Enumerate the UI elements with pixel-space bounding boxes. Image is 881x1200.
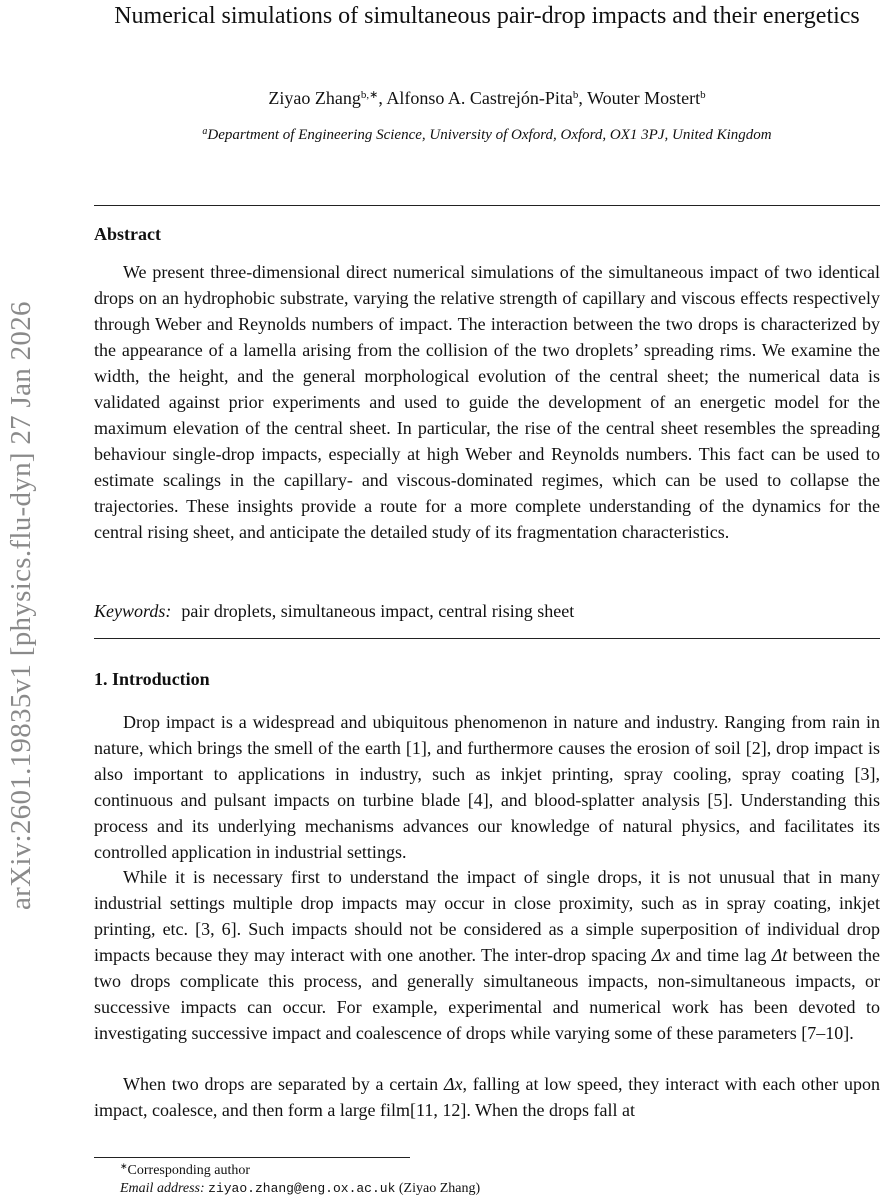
affiliation-mark: a [202, 126, 208, 137]
paragraph-text: When two drops are separated by a certain [123, 1074, 444, 1094]
paper-title: Numerical simulations of simultaneous pair-drop impacts and their energetics [114, 3, 860, 29]
arxiv-identifier: arXiv:2601.19835v1 [physics.flu-dyn] 27 Jan 2026 [5, 301, 37, 911]
abstract-text: We present three-dimensional direct numerical simulations of the simultaneous impact of two identical drops on an hydrophobic substrate, varying the relative strength of capillary and viscous effects respectively through Weber and Reynolds numbers of impact. The interaction between the two drops is characterized by the appearance of a lamella arising from the collision of the two droplets’ spreading rims. We examine the width, the height, and the general morphological evolution of the central sheet; the numerical data is validated against prior experiments and used to guide the development of an energetic model for the maximum elevation of the central sheet. In particular, the rise of the central sheet resembles the spreading behaviour single-drop impacts, especially at high Weber and Reynolds numbers. This fact can be used to estimate scalings in the capillary- and viscous-dominated regimes, which can be used to collapse the trajectories. These insights provide a route for a more complete understanding of the dynamics for the central rising sheet, and anticipate the detailed study of its fragmentation characteristics. [94, 262, 880, 542]
divider-bottom [94, 638, 880, 639]
delta-x-symbol: Δx [443, 1074, 463, 1094]
author-separator: , [578, 88, 588, 108]
intro-paragraph-2 [94, 864, 880, 1046]
delta-t-symbol: Δt [771, 945, 788, 965]
affiliation-text: Department of Engineering Science, University of Oxford, Oxford, OX1 3PJ, United Kingdom [207, 127, 772, 143]
paragraph-text: While it is necessary first to understand the impact of single drops, it is not unusual that in many industrial settings multiple drop impacts may occur in close proximity, such as in spray coating, inkjet printing, etc. [3, 6]. Such impacts should not be considered as a simple superposition of individual drop impacts because they may interact with one another. The inter-drop spacing [94, 867, 880, 965]
author-affil-mark: b [572, 89, 579, 101]
paragraph-text: and time lag [670, 945, 772, 965]
footnote-divider [94, 1157, 410, 1158]
abstract-heading: Abstract [94, 224, 161, 244]
keywords-text: pair droplets, simultaneous impact, central rising sheet [181, 601, 575, 621]
author-separator: , [378, 88, 387, 108]
delta-x-symbol: Δx [651, 945, 671, 965]
author-name: Wouter Mostert [587, 88, 701, 108]
author-affil-mark: b [700, 89, 706, 101]
intro-paragraph-3 [94, 1071, 880, 1123]
author-list [94, 88, 880, 109]
author-name: Alfonso A. Castrejón-Pita [386, 88, 573, 108]
introduction-heading: 1. Introduction [94, 669, 210, 689]
email-link[interactable]: ziyao.zhang@eng.ox.ac.uk [208, 1181, 396, 1196]
footnote-text: Corresponding author [127, 1163, 251, 1178]
footnote-corresponding [120, 1161, 250, 1179]
keywords [94, 601, 574, 622]
intro-paragraph-1: Drop impact is a widespread and ubiquitous phenomenon in nature and industry. Ranging from rain in nature, which brings the smell of the earth [1], and furthermore causes the erosion of soil [2], drop impact is also important to applications in industry, such as inkjet printing, spray cooling, spray coating [3], continuous and pulsant impacts on turbine blade [4], and blood-splatter analysis [5]. Understanding this process and its underlying mechanisms advances our knowledge of natural physics, and facilitates its controlled application in industrial settings. [94, 712, 880, 862]
email-owner: (Ziyao Zhang) [398, 1181, 481, 1196]
email-label: Email address: [120, 1181, 205, 1196]
author-affil-mark: b,∗ [360, 89, 379, 101]
affiliation [94, 126, 880, 144]
paragraph-text: between the two drops complicate this process, and generally simultaneous impacts, non-simultaneous impacts, or successive impacts can occur. For example, experimental and numerical work has been devoted to investigating successive impact and coalescence of drops while varying some of these parameters [7–10]. [94, 945, 880, 1043]
paragraph-text: , falling at low speed, they interact with each other upon impact, coalesce, and then form a large film[11, 12]. When the drops fall at [94, 1074, 880, 1120]
keywords-label: Keywords: [94, 601, 172, 621]
author-name: Ziyao Zhang [268, 88, 361, 108]
footnote-mark: ∗ [120, 1161, 128, 1171]
divider-top [94, 205, 880, 206]
footnote-email [120, 1181, 480, 1197]
